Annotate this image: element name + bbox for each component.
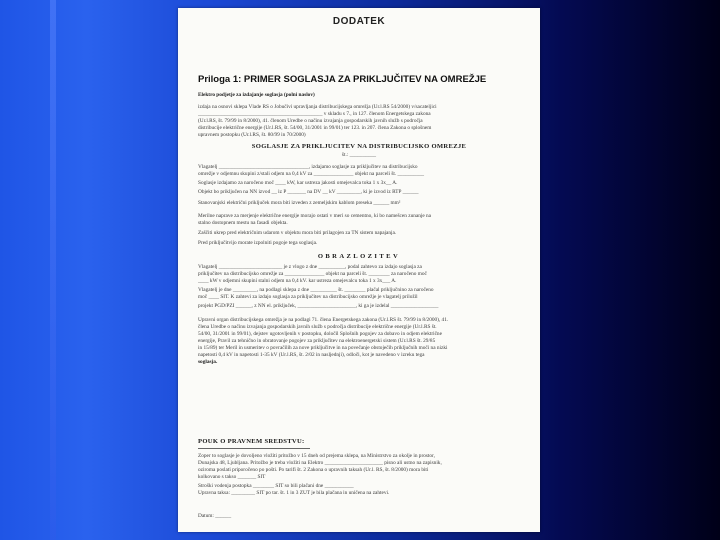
obrazlozitev-line: napetosti 0,4 kV in napetosti 1-35 kV (Ur.l.RS, št. 2/02 in nasljednji), odloči, kot je navedeno v izreku tega (198, 352, 425, 358)
obrazlozitev-line: člena Uredbe o načinu izvajanja gospodarskih javnih služb s področja distribucije električne energije (Ur.l.RS št. (198, 324, 437, 330)
soglasje-line: Zaščiti ukrep pred električnim udarom v objektu mora biti prilagojen za TN sistem napajanja. (198, 230, 397, 236)
obrazlozitev-line: Upravni organ distribucijskega omrežja je na podlagi 71. člena Energetskega zakona (Ur.l.RS št. 79/99 in 8/2000), 41. (198, 317, 449, 323)
soglasje-line: Soglasje izdajamo za naročeno moč ____ kW, kar ustreza jakosti omejevalca toka 1 x 3x__ A. (198, 180, 398, 186)
date-field: Datum: ______ (198, 513, 232, 519)
annex-title: Priloga 1: PRIMER SOGLASJA ZA PRIKLJUČITEV NA OMREŽJE (198, 74, 487, 85)
soglasje-line: Merilne naprave za merjenje električne energije morajo ostati v meri so cementno, ki bo namešcen zunanje na (198, 213, 432, 219)
header-line: (Ur.l.RS, št. 79/99 in 8/2000), 41. členom Uredbe o načinu izvajanja gospodarskih javnih služb s področja (198, 118, 423, 124)
pouk-line: kolkovano s takso _______ SIT (198, 474, 266, 480)
soglasje-line: stalno dostopnem mestu na fasadi objekta. (198, 220, 288, 226)
soglasje-line: Objekt bo priključen na NN izvod __ iz P _______ na DV __ kV _________, ki je izvod iz RTP ______ (198, 189, 419, 195)
obrazlozitev-line: moč ____ SIT. K zahtevi za izdajo soglasja za priključitev na distribucijsko omrežje je vlagatelj priložil (198, 294, 418, 300)
header-line: upravnem postopku (Ur.l.RS, št. 80/99 in 70/2000) (198, 132, 306, 138)
obrazlozitev-line: soglasja. (198, 359, 218, 365)
header-line: izdaja na osnovi sklepa Vlade RS o Jobučivi upravljanja distribucijskega omrežja (Ur.l.RS 54/2000) v/sacateljici (198, 104, 437, 110)
soglasje-heading: SOGLASJE ZA PRIKLJUČITEV NA DISTRIBUCIJSKO OMREŽJE (251, 144, 467, 150)
scanned-document-page (178, 8, 540, 532)
pouk-line: Zoper to soglasje je dovoljeno vložiti pritožbo v 15 dneh od prejema sklepa, na Ministrstvo za okolje in prostor, (198, 453, 435, 459)
pouk-line: Upravna taksa: _________ SIT po tar. št. 1 in 3 ZUT je bila plačana in uničena na zahtevi. (198, 490, 390, 496)
header-line: distribucije električne energije (Ur.l.RS, št. 54/00, 31/2001 in 99/01) ter 123. in 207. člena Zakona o splošnem (198, 125, 432, 131)
soglasje-number: št.: __________ (341, 152, 377, 158)
header-line: _______________________________________________ v skladu s 7., in 127. členom Energetskega zakona (198, 111, 431, 117)
pouk-heading: POUK O PRAVNEM SREDSTVU: (198, 439, 305, 445)
soglasje-line: Vlagatelj __________________________________, izdajamo soglasje za priključitev na distribucijsko (198, 164, 418, 170)
document-title: DODATEK (332, 16, 386, 27)
obrazlozitev-line: Vlagatelj je dne _________, na podlagi sklepa z dne __________ št. ________ plačal priključnino za naročeno (198, 287, 434, 293)
obrazlozitev-line: ____ kW v odjemni skupini stalni odjem na 0,4 kV. kar ustreza omejevalcu toka 1 x 3x___ A. (198, 278, 397, 284)
soglasje-line: omrežje v odjemnu skupini z/stali odjem na 0,4 kV za _______________ objekt na parceli št. __________ (198, 171, 425, 177)
obrazlozitev-heading: OBRAZLOŽITEV (317, 254, 401, 260)
soglasje-line: Stanovanjski električni priključek mora biti izveden z zemeljskim kablom preseka ______ mm² (198, 200, 401, 206)
background-accent-bar (50, 0, 56, 540)
pouk-line: Stroški vodenja postopka ________ SIT so bili plačani dne ___________ (198, 483, 354, 489)
pouk-underline (198, 448, 310, 449)
header-line: Elektro podjetje za izdajanje soglasja (polni naslov) (198, 92, 315, 98)
obrazlozitev-line: priključitev na distribucijsko omrežje za _______________ objekt na parceli št. ________ za naročeno moč (198, 271, 427, 277)
soglasje-line: Pred priključitvijo morate izpolniti pogoje tega soglasja. (198, 240, 318, 246)
pouk-line: oziroma poslati priporočeno po pošti. Po tarifi št. 2 Zakona o upravnih taksah (Ur.l. RS, št. 8/2000) mora biti (198, 467, 429, 473)
obrazlozitev-line: 54/00, 31/2001 in 99/01), dejstev ugotovljenih v postopku, določil Splošnih pogojev za dobavo in odjem električne (198, 331, 442, 337)
obrazlozitev-line: energije, Pravil za tehnično in obratovanje pogojev za priključitev na elektroenergetski sistem (Ur.l.RS št. 29/85 (198, 338, 436, 344)
pouk-line: Dunajska 48, Ljubljana. Pritožbo je treba vložiti na Elektro ______________________ pisno ali ustno na zapisnik, (198, 460, 442, 466)
obrazlozitev-line: Vlagatelj ________________________ je z vlogo z dne __________, podal zahtevo za izdajo soglasja za (198, 264, 422, 270)
obrazlozitev-line: projekt PGD/PZI ______, z NN el. priključek, ______________________, ki ga je izdelal __________________ (198, 303, 439, 309)
obrazlozitev-line: in 15/89) ter Meril in usmeritev o povračilih za nove priključitve in na povečanje obstoječih priključnih moči na nizki (198, 345, 448, 351)
